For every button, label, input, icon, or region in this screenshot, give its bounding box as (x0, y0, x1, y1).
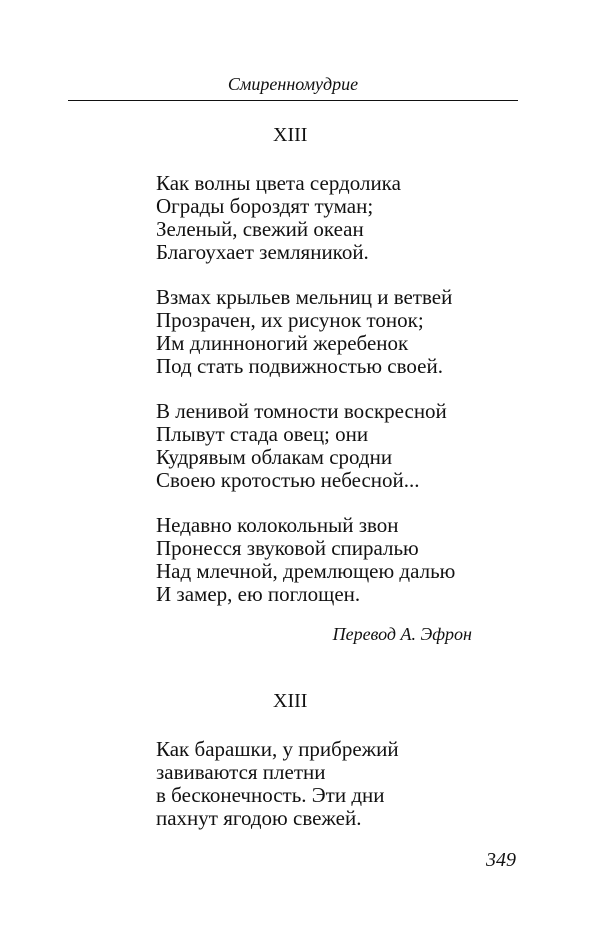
header-rule (68, 100, 518, 101)
poem-line: Как волны цвета сердолика (156, 171, 401, 195)
poem-line: Зеленый, свежий океан (156, 217, 364, 241)
poem-2-number: XIII (273, 690, 308, 712)
stanza-4 (156, 514, 455, 606)
poem-line: Как барашки, у прибрежий (156, 737, 399, 761)
poem-1-number: XIII (273, 124, 308, 146)
poem-line: Ограды бороздят туман; (156, 194, 374, 218)
page-number: 349 (486, 849, 516, 871)
poem-line: Плывут стада овец; они (156, 422, 369, 446)
poem-line: Над млечной, дремлющею далью (156, 559, 456, 583)
poem-line: И замер, ею поглощен. (156, 582, 361, 606)
poem-line: завиваются плетни (156, 760, 326, 784)
poem-line: Пронесся звуковой спиралью (156, 536, 419, 560)
poem-line: Благоухает земляникой. (156, 240, 369, 264)
poem-line: Кудрявым облакам сродни (156, 445, 393, 469)
stanza-1 (156, 172, 455, 264)
poem-line: пахнут ягодою свежей. (156, 806, 362, 830)
stanza-2 (156, 286, 455, 378)
poem-line: Взмах крыльев мельниц и ветвей (156, 285, 453, 309)
poem-line: Им длинноногий жеребенок (156, 331, 409, 355)
stanza-3 (156, 400, 455, 492)
poem-2 (156, 738, 399, 852)
poem-line: в бесконечность. Эти дни (156, 783, 385, 807)
poem-line: Своею кротостью небесной... (156, 468, 420, 492)
translator-attribution: Перевод А. Эфрон (332, 624, 472, 644)
poem-line: В ленивой томности воскресной (156, 399, 447, 423)
poem-1 (156, 172, 455, 628)
poem-line: Прозрачен, их рисунок тонок; (156, 308, 424, 332)
stanza-1 (156, 738, 399, 830)
running-header: Смиренномудрие (227, 74, 359, 94)
poem-line: Недавно колокольный звон (156, 513, 399, 537)
poem-line: Под стать подвижностью своей. (156, 354, 443, 378)
